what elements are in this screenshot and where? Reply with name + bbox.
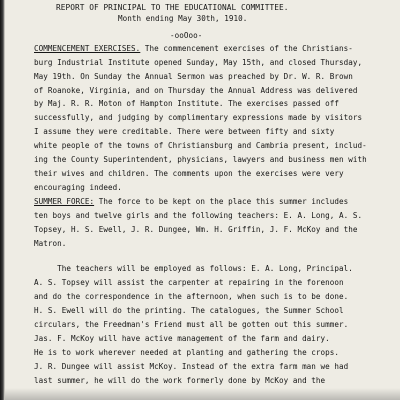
document-title: REPORT OF PRINCIPAL TO THE EDUCATIONAL COMMITTEE.: [56, 3, 289, 12]
text-line: Matron.: [34, 239, 67, 248]
section-heading-commencement: COMMENCEMENT EXERCISES.: [34, 44, 141, 53]
text-line: white people of the towns of Christiansburg and Cambria present, includ-: [34, 141, 367, 150]
separator: -ooOoo-: [170, 31, 203, 40]
text-line: successfully, and judging by complimentary expressions made by visitors: [34, 113, 363, 122]
text-line: ing the County Superintendent, physicians, lawyers and business men with: [34, 155, 367, 164]
text-line: of Roanoke, Virginia, and on Thursday the Annual Address was delivered: [34, 86, 358, 95]
text-line: their wives and children. The comments upon the exercises were very: [34, 169, 344, 178]
text-line: encouraging indeed.: [34, 183, 122, 192]
text-line: circulars, the Freedman's Friend must all be gotten out this summer.: [34, 320, 349, 329]
text-line: SUMMER FORCE: The force to be kept on the place this summer includes: [34, 197, 349, 206]
text-line: Topsey, H. S. Ewell, J. R. Dungee, Wm. H. Griffin, J. F. McKoy and the: [34, 225, 358, 234]
text-line: and do the correspondence in the afternoon, when such is to be done.: [34, 292, 349, 301]
text-line: by Maj. R. R. Moton of Hampton Institute. The exercises passed off: [34, 99, 340, 108]
scan-shadow: [5, 388, 400, 400]
document-subtitle: Month ending May 30th, 1910.: [118, 14, 248, 23]
text-line: A. S. Topsey will assist the carpenter at repairing in the forenoon: [34, 278, 344, 287]
text-line: J. R. Dungee will assist McKoy. Instead of the extra farm man we had: [34, 362, 349, 371]
text-line: May 19th. On Sunday the Annual Sermon was preached by Dr. W. R. Brown: [34, 72, 353, 81]
text-line: ten boys and twelve girls and the following teachers: E. A. Long, A. S.: [34, 211, 363, 220]
text-line: Jas. F. McKoy will have active management of the farm and dairy.: [34, 334, 330, 343]
text-line: COMMENCEMENT EXERCISES. The commencement exercises of the Christians-: [34, 44, 353, 53]
text-line: He is to work wherever needed at planting and gathering the crops.: [34, 348, 340, 357]
section-heading-summer-force: SUMMER FORCE:: [34, 197, 95, 206]
text-line: The teachers will be employed as follows: E. A. Long, Principal.: [34, 264, 353, 273]
text-line: last summer, he will do the work formerly done by McKoy and the: [34, 376, 326, 385]
text-line: burg Industrial Institute opened Sunday, May 15th, and closed Thursday,: [34, 58, 363, 67]
page-edge-shadow: [0, 0, 5, 400]
text-line: I assume they were creditable. There were between fifty and sixty: [34, 127, 335, 136]
text-line: H. S. Ewell will do the printing. The catalogues, the Summer School: [34, 306, 344, 315]
